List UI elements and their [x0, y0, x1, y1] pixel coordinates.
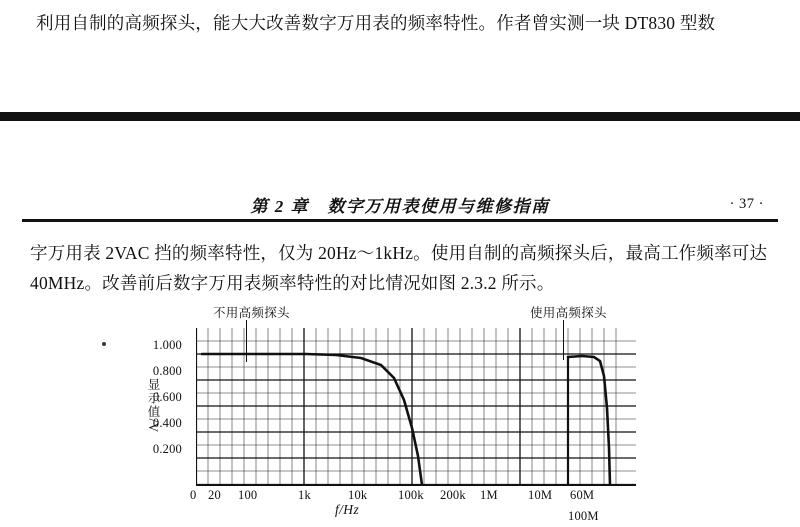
page-separator-band — [0, 112, 800, 121]
grid-major — [196, 328, 636, 486]
x-axis-label: f/Hz — [335, 502, 360, 517]
stray-ink-dot — [102, 342, 106, 346]
x-tick-label: 10M — [528, 488, 553, 502]
grid-minor — [196, 328, 636, 486]
x-tick-label: 20 — [208, 488, 221, 502]
page-number: · 37 · — [729, 196, 764, 212]
series-with-probe-curve — [568, 356, 610, 485]
x-tick-label: 1M — [480, 488, 498, 502]
body-text — [30, 238, 772, 298]
running-head — [0, 192, 800, 222]
x-tick-label: 0 — [190, 488, 197, 502]
x-tick-label: 100k — [398, 488, 424, 502]
x-tick-label: 100 — [238, 488, 258, 502]
y-tick-label: 0.200 — [152, 442, 182, 456]
annotation-with-probe: 使用高频探头 — [530, 306, 607, 320]
series-no-probe-curve — [202, 354, 422, 485]
x-tick-label: 100M — [568, 509, 599, 523]
x-tick-label: 200k — [440, 488, 466, 502]
y-axis-label: 显示值/V — [146, 378, 160, 433]
figure-2-3-2 — [146, 300, 670, 525]
previous-page-tail-line: 利用自制的高频探头，能大大改善数字万用表的频率特性。作者曾实测一块 DT830 型数 — [36, 13, 716, 33]
y-tick-label: 0.400 — [152, 416, 182, 430]
y-tick-label: 1.000 — [152, 338, 182, 352]
running-head-rule — [22, 219, 778, 222]
chart-plot-area — [196, 328, 636, 486]
axis-lines — [196, 328, 636, 486]
x-tick-label: 1k — [298, 488, 311, 502]
x-tick-label: 10k — [348, 488, 368, 502]
x-tick-label: 60M — [570, 488, 595, 502]
running-head-title: 第 2 章 数字万用表使用与维修指南 — [250, 197, 550, 216]
paragraph: 字万用表 2VAC 挡的频率特性，仅为 20Hz～1kHz。使用自制的高频探头后，最高工作频率可达 40MHz。改善前后数字万用表频率特性的对比情况如图 2.3.2 所示。 — [30, 243, 768, 293]
annotation-no-probe: 不用高频探头 — [213, 306, 290, 320]
y-tick-label: 0.800 — [152, 364, 182, 378]
y-tick-label: 0.600 — [152, 390, 182, 404]
